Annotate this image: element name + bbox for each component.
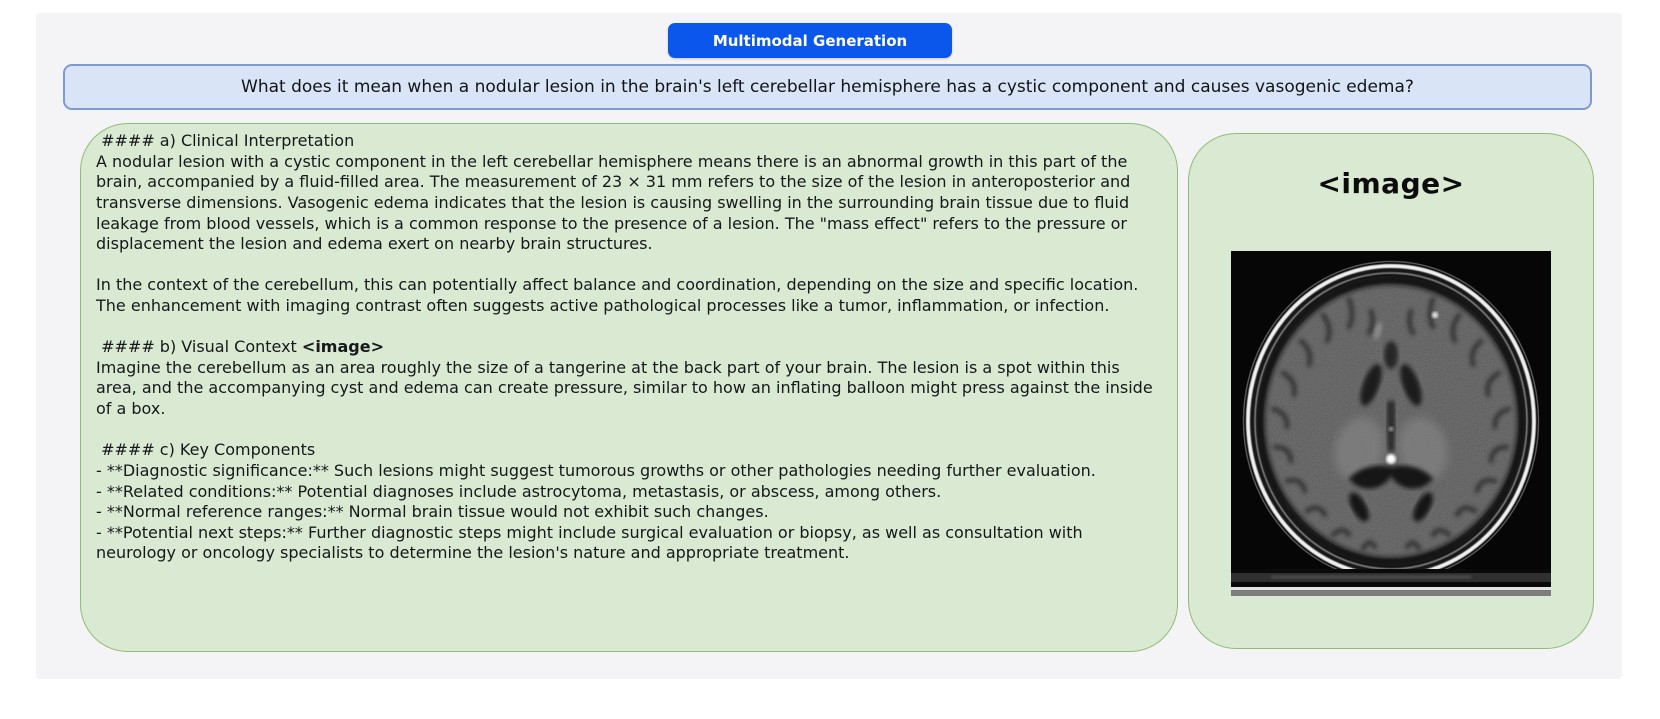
image-panel-title: <image>: [1317, 167, 1465, 200]
answer-bullet-diagnostic: - **Diagnostic significance:** Such lesions might suggest tumorous growths or other pathologies needing further evaluation.: [96, 460, 1096, 480]
answer-bullet-next-steps: - **Potential next steps:** Further diagnostic steps might include surgical evaluation or biopsy, as well as consultation with neurology or oncology specialists to determine the lesion's nature and appropriate treatment.: [96, 522, 1088, 563]
inline-image-tag: <image>: [301, 337, 384, 357]
answer-paragraph-a1: A nodular lesion with a cystic component in the left cerebellar hemisphere means there is an abnormal growth in this part of the brain, accompanied by a fluid-filled area. The measurement of 23 × 31 mm refers to the size of the lesion in anteroposterior and transverse dimensions. Vasogenic edema indicates that the lesion is causing swelling in the surrounding brain tissue due to fluid leakage from blood vessels, which is a common response to the presence of a lesion. The "mass effect" refers to the pressure or displacement the lesion and edema exert on nearby brain structures.: [96, 151, 1136, 254]
page-container: [36, 13, 1622, 679]
category-badge: [668, 23, 952, 58]
image-panel: [1188, 133, 1594, 649]
answer-paragraph-a2: In the context of the cerebellum, this can potentially affect balance and coordination, depending on the size and specific location. The enhancement with imaging contrast often suggests active pathological processes like a tumor, inflammation, or infection.: [96, 275, 1144, 315]
answer-box: [80, 123, 1178, 652]
answer-heading-c: #### c) Key Components: [96, 440, 316, 460]
brain-mri-image: [1231, 251, 1551, 596]
answer-bullet-related: - **Related conditions:** Potential diagnoses include astrocytoma, metastasis, or abscess, among others.: [96, 481, 942, 501]
answer-heading-a: #### a) Clinical Interpretation: [96, 131, 355, 150]
question-text: What does it mean when a nodular lesion in the brain's left cerebellar hemisphere has a cystic component and causes vasogenic edema?: [241, 77, 1414, 97]
answer-bullet-normal: - **Normal reference ranges:** Normal brain tissue would not exhibit such changes.: [96, 502, 769, 522]
answer-paragraph-b: Imagine the cerebellum as an area roughly the size of a tangerine at the back part of your brain. The lesion is a spot within this area, and the accompanying cyst and edema can create pressure, similar to how an inflating balloon might press against the inside of a box.: [96, 357, 1158, 419]
answer-heading-b: [96, 337, 1162, 358]
question-box: [63, 64, 1592, 110]
category-badge-label: Multimodal Generation: [712, 31, 908, 50]
answer-heading-b-prefix: #### b) Visual Context: [96, 337, 302, 357]
